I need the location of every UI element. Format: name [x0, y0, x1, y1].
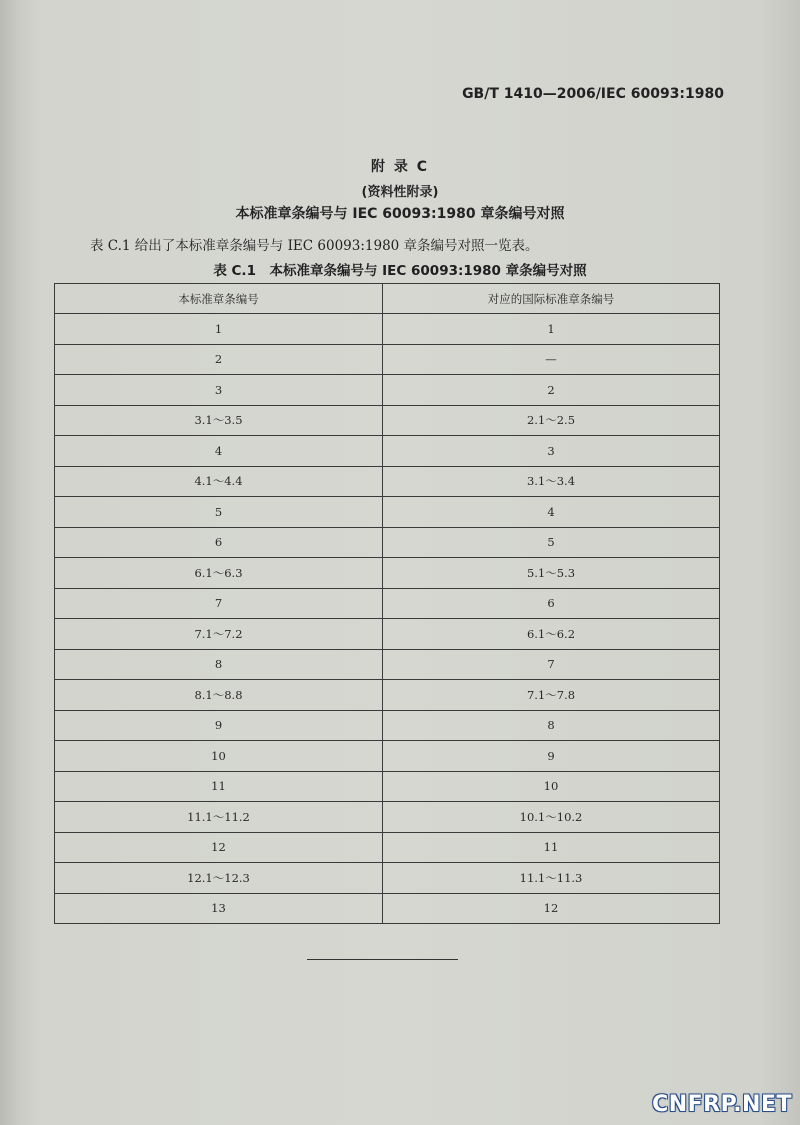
cell-international-standard: 10 [383, 771, 720, 802]
cell-international-standard: 10.1～10.2 [383, 802, 720, 833]
cell-international-standard: 9 [383, 741, 720, 772]
table-row [55, 375, 720, 406]
table-row [55, 497, 720, 528]
cell-this-standard: 11 [55, 771, 383, 802]
table-row [55, 680, 720, 711]
table-row [55, 344, 720, 375]
cell-international-standard: 11.1～11.3 [383, 863, 720, 894]
table-row [55, 527, 720, 558]
appendix-note: (资料性附录) [361, 185, 439, 200]
cell-international-standard: 3 [383, 436, 720, 467]
cell-this-standard: 12 [55, 832, 383, 863]
cell-this-standard: 1 [55, 314, 383, 345]
standard-code: GB/T 1410—2006/IEC 60093:1980 [462, 86, 724, 102]
table-row [55, 741, 720, 772]
table-row [55, 588, 720, 619]
table-row [55, 558, 720, 589]
table-row [55, 619, 720, 650]
table-row [55, 771, 720, 802]
cell-international-standard: 5.1～5.3 [383, 558, 720, 589]
cell-international-standard: — [383, 344, 720, 375]
header-international-standard: 对应的国际标准章条编号 [383, 284, 720, 314]
cell-international-standard: 7 [383, 649, 720, 680]
cell-international-standard: 1 [383, 314, 720, 345]
cell-this-standard: 5 [55, 497, 383, 528]
header-this-standard: 本标准章条编号 [55, 284, 383, 314]
cell-this-standard: 3.1～3.5 [55, 405, 383, 436]
table-row [55, 832, 720, 863]
cell-this-standard: 12.1～12.3 [55, 863, 383, 894]
table-row [55, 436, 720, 467]
clause-mapping-table [54, 283, 720, 924]
table-row [55, 893, 720, 924]
cell-international-standard: 11 [383, 832, 720, 863]
cell-this-standard: 6 [55, 527, 383, 558]
intro-paragraph: 表 C.1 给出了本标准章条编号与 IEC 60093:1980 章条编号对照一览表。 [90, 238, 539, 254]
cell-this-standard: 9 [55, 710, 383, 741]
cell-this-standard: 8 [55, 649, 383, 680]
table-caption: 表 C.1 本标准章条编号与 IEC 60093:1980 章条编号对照 [213, 263, 587, 279]
cell-this-standard: 4 [55, 436, 383, 467]
cell-this-standard: 11.1～11.2 [55, 802, 383, 833]
cell-this-standard: 6.1～6.3 [55, 558, 383, 589]
watermark-logo: CNFRP.NET [652, 1092, 792, 1117]
table-row [55, 314, 720, 345]
cell-this-standard: 13 [55, 893, 383, 924]
table-row [55, 802, 720, 833]
table-row [55, 405, 720, 436]
cell-this-standard: 3 [55, 375, 383, 406]
cell-international-standard: 5 [383, 527, 720, 558]
cell-international-standard: 8 [383, 710, 720, 741]
cell-international-standard: 6.1～6.2 [383, 619, 720, 650]
table-row [55, 466, 720, 497]
appendix-heading: 本标准章条编号与 IEC 60093:1980 章条编号对照 [235, 206, 565, 222]
cell-international-standard: 12 [383, 893, 720, 924]
cell-international-standard: 2 [383, 375, 720, 406]
table-row [55, 649, 720, 680]
cell-international-standard: 4 [383, 497, 720, 528]
table-row [55, 710, 720, 741]
cell-this-standard: 10 [55, 741, 383, 772]
appendix-title: 附 录 C [370, 159, 430, 175]
table-header-row [55, 284, 720, 314]
table-row [55, 863, 720, 894]
end-rule [307, 959, 458, 960]
cell-international-standard: 6 [383, 588, 720, 619]
cell-international-standard: 2.1～2.5 [383, 405, 720, 436]
cell-this-standard: 4.1～4.4 [55, 466, 383, 497]
cell-this-standard: 7.1～7.2 [55, 619, 383, 650]
cell-this-standard: 7 [55, 588, 383, 619]
cell-this-standard: 2 [55, 344, 383, 375]
cell-international-standard: 3.1～3.4 [383, 466, 720, 497]
cell-international-standard: 7.1～7.8 [383, 680, 720, 711]
cell-this-standard: 8.1～8.8 [55, 680, 383, 711]
